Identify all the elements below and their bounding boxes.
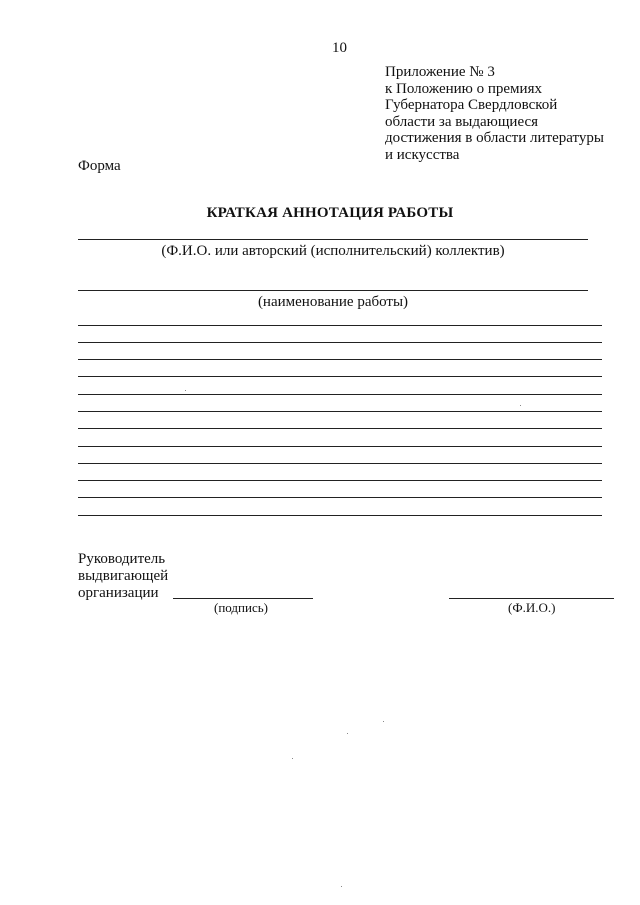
signer-line: выдвигающей: [78, 568, 169, 584]
signer-line: Руководитель: [78, 551, 166, 567]
annotation-line[interactable]: [78, 463, 602, 464]
annotation-line[interactable]: [78, 515, 602, 516]
annotation-line[interactable]: [78, 446, 602, 447]
appendix-line: достижения в области литературы: [385, 130, 604, 146]
annotation-line[interactable]: [78, 342, 602, 343]
scan-speck: [520, 405, 521, 406]
appendix-line: к Положению о премиях: [385, 80, 542, 97]
form-label: Форма: [78, 158, 121, 174]
annotation-line[interactable]: [78, 411, 602, 412]
annotation-line[interactable]: [78, 325, 602, 326]
appendix-block: [385, 64, 625, 163]
annotation-line[interactable]: [78, 376, 602, 377]
annotation-line[interactable]: [78, 359, 602, 360]
signer-label: [78, 551, 168, 602]
author-caption: (Ф.И.О. или авторский (исполнительский) коллектив): [161, 243, 505, 259]
annotation-line[interactable]: [78, 428, 602, 429]
scan-speck: [185, 390, 186, 391]
name-caption: (Ф.И.О.): [508, 600, 556, 615]
appendix-line: и искусства: [385, 146, 460, 163]
work-caption: (наименование работы): [257, 294, 409, 310]
appendix-line: Приложение № 3: [385, 64, 495, 80]
appendix-line: Губернатора Свердловской: [385, 97, 558, 113]
annotation-line[interactable]: [78, 497, 602, 498]
appendix-line: области за выдающиеся: [385, 113, 539, 130]
document-title: КРАТКАЯ АННОТАЦИЯ РАБОТЫ: [206, 205, 454, 221]
signature-blank-line[interactable]: [173, 598, 313, 599]
scan-speck: [292, 758, 293, 759]
annotation-line[interactable]: [78, 480, 602, 481]
page-number: 10: [332, 40, 347, 56]
signer-line: организации: [78, 585, 159, 601]
scan-speck: [383, 721, 384, 722]
author-blank-line[interactable]: [78, 239, 588, 240]
scan-speck: [347, 733, 348, 734]
scan-speck: [341, 886, 342, 887]
annotation-line[interactable]: [78, 394, 602, 395]
work-title-blank-line[interactable]: [78, 290, 588, 291]
name-blank-line[interactable]: [449, 598, 614, 599]
signature-caption: (подпись): [214, 600, 268, 615]
